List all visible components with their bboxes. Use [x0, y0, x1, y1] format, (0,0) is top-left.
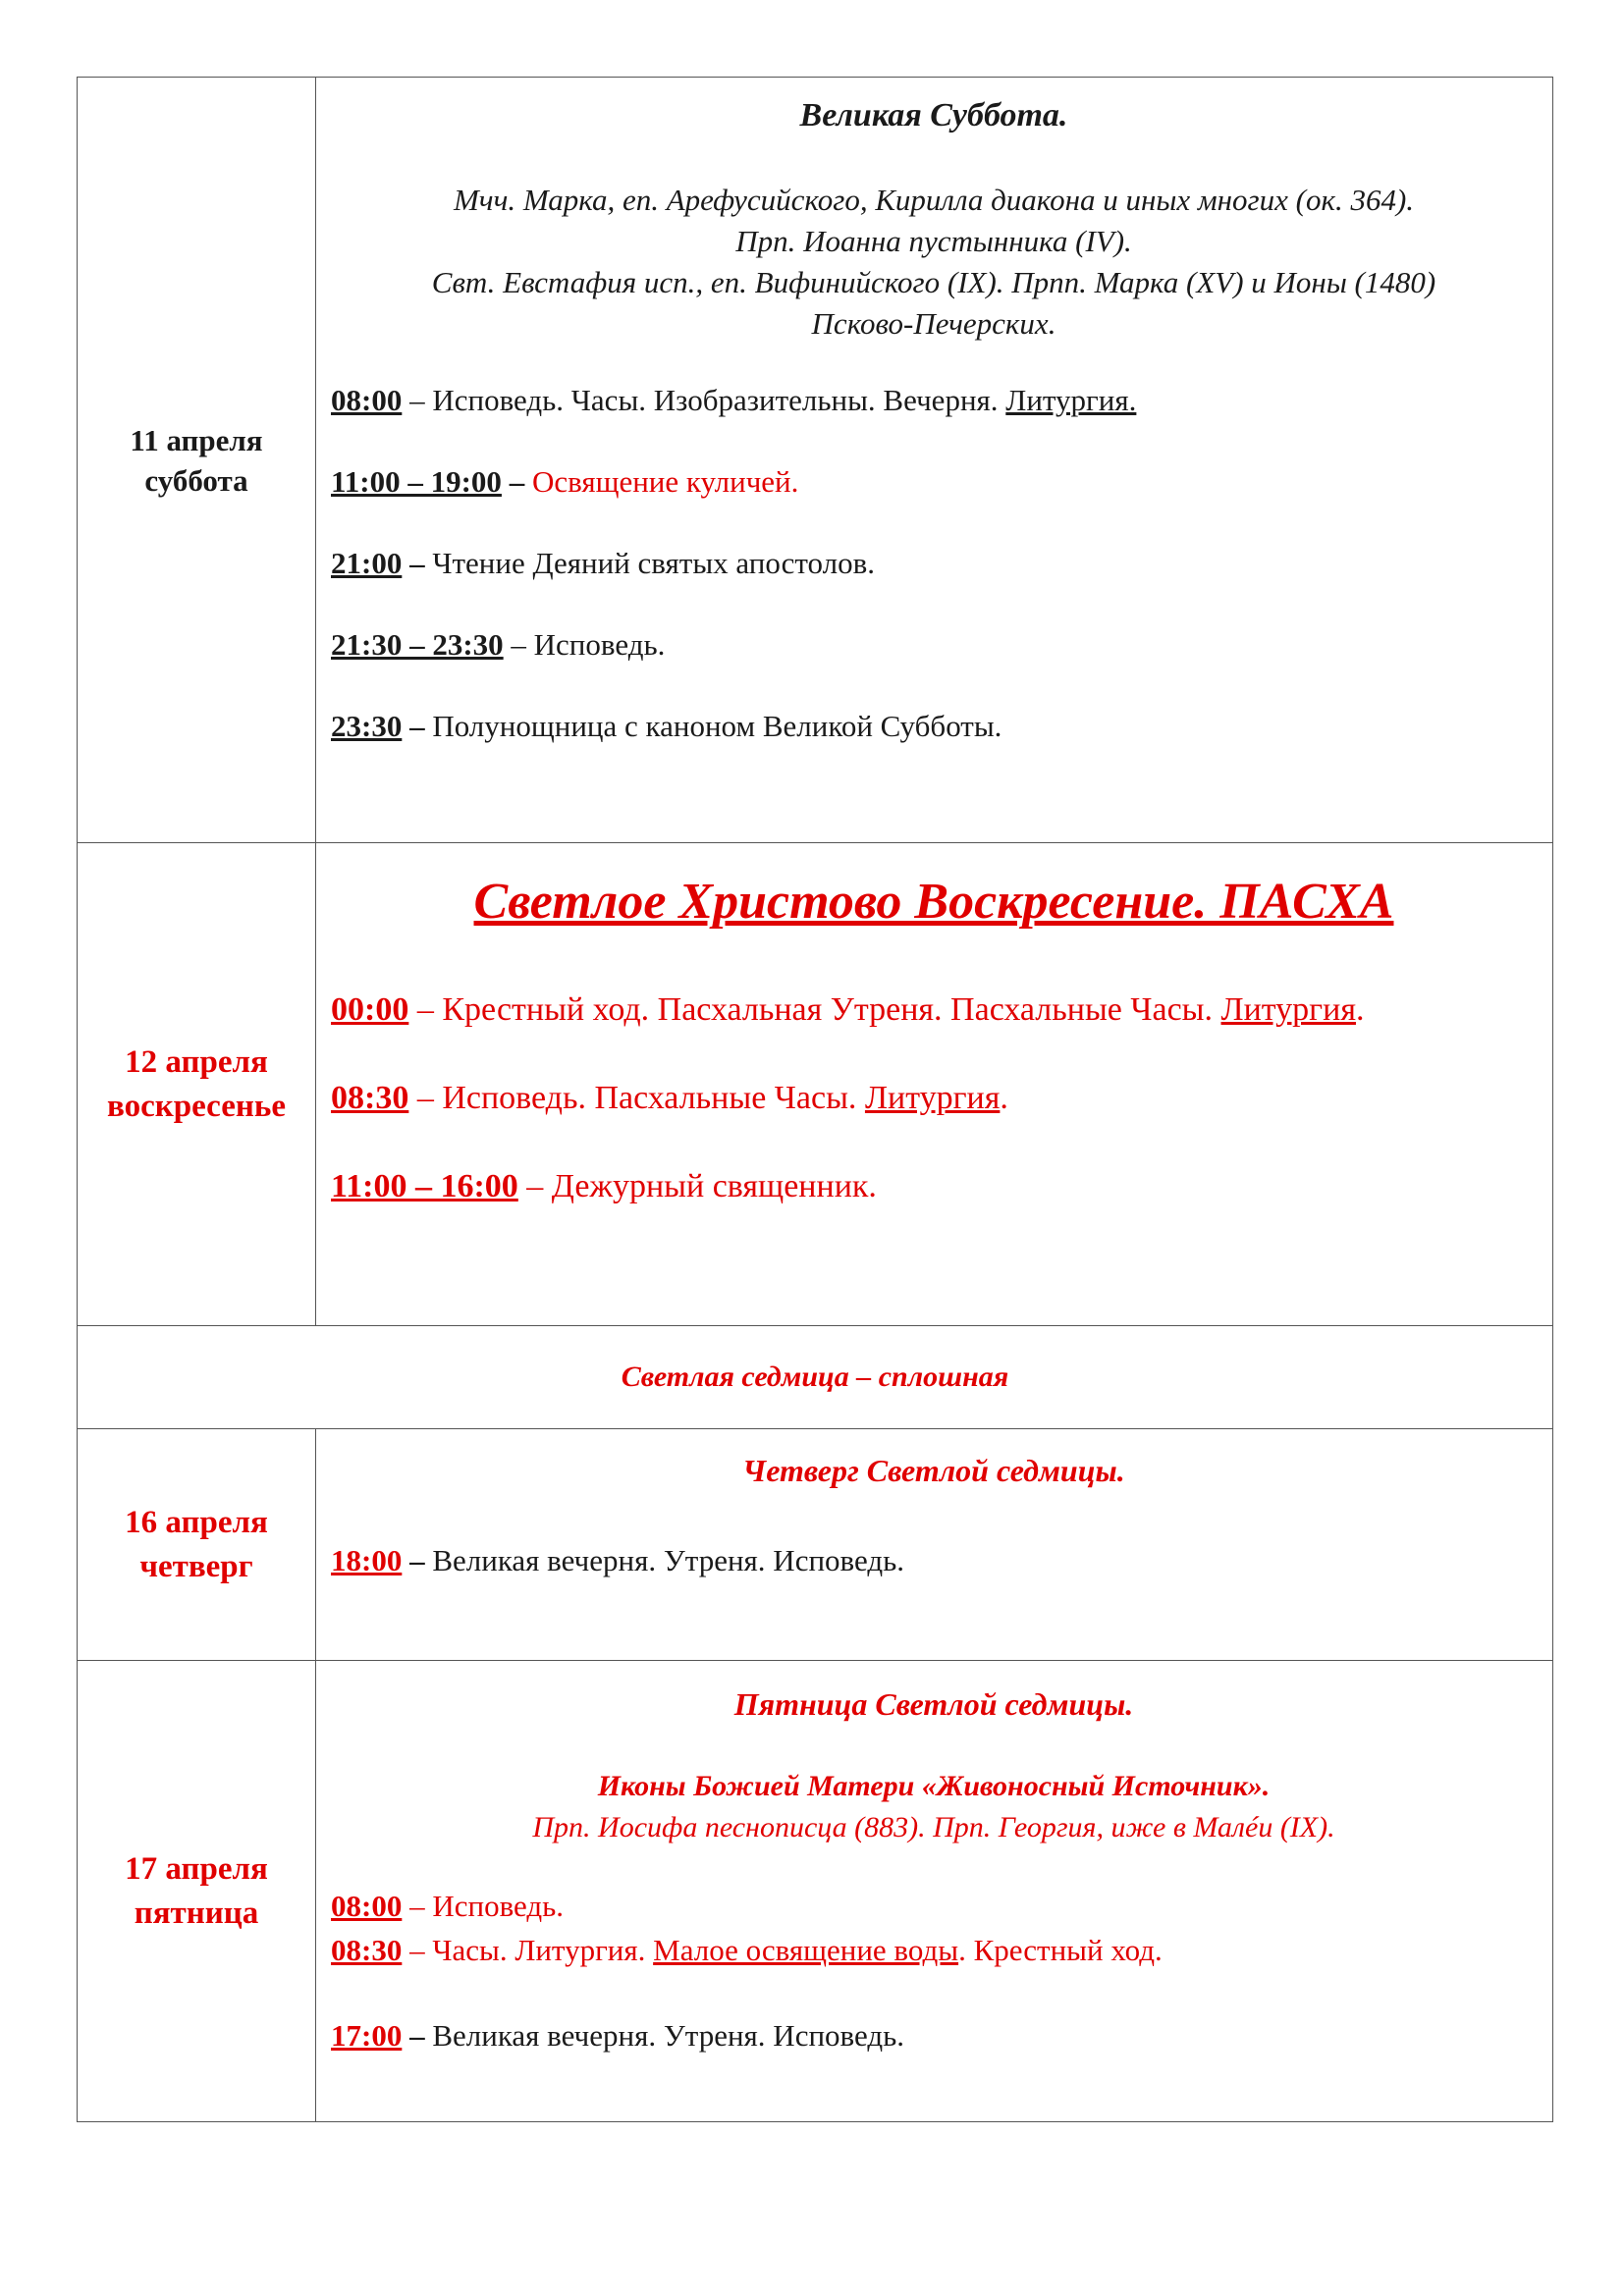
service-time: 11:00 – 16:00: [331, 1168, 518, 1204]
service-text: Крестный ход. Пасхальная Утреня. Пасхальные Часы.: [442, 991, 1214, 1028]
service-text: Освящение куличей.: [531, 464, 799, 499]
date-cell: [78, 1429, 316, 1661]
service-dash: –: [526, 1168, 544, 1204]
service-dash: –: [416, 991, 434, 1028]
date-cell: [78, 1661, 316, 2122]
date-cell: [78, 78, 316, 843]
service-text: Исповедь. Пасхальные Часы.: [442, 1080, 857, 1116]
service-item: [331, 1076, 1537, 1121]
schedule-row: [78, 1326, 1553, 1429]
service-tail: .: [1355, 991, 1365, 1028]
liturgy-link: Литургия.: [1005, 383, 1137, 417]
service-text: Исповедь.: [533, 627, 666, 662]
services-cell: [316, 1661, 1553, 2122]
schedule-row: [78, 1661, 1553, 2122]
schedule-table: [77, 77, 1553, 2122]
service-time: 08:00: [331, 383, 403, 417]
service-text: Исповедь. Часы. Изобразительны. Вечерня.: [432, 383, 999, 417]
date-cell: [78, 843, 316, 1326]
day-title: Великая Суббота.: [799, 97, 1068, 133]
saint-line: Свт. Евстафия исп., еп. Вифинийского (IX). Прпп. Марка (XV) и Ионы (1480): [431, 265, 1436, 299]
service-dash: –: [409, 709, 425, 743]
weekday-label: четверг: [139, 1548, 253, 1584]
services-cell: [316, 78, 1553, 843]
service-text: Чтение Деяний святых апостолов.: [432, 546, 875, 580]
service-tail: .: [1000, 1080, 1008, 1116]
service-time: 08:30: [331, 1080, 409, 1116]
service-text: Великая вечерня. Утреня. Исповедь.: [432, 2018, 905, 2053]
service-text: Полунощница с каноном Великой Субботы.: [432, 709, 1002, 743]
service-text: Великая вечерня. Утреня. Исповедь.: [432, 1543, 905, 1577]
service-item: [331, 1884, 1537, 1928]
service-tail: . Крестный ход.: [958, 1933, 1163, 1967]
service-dash: –: [509, 464, 525, 499]
date-label: 17 апреля: [125, 1850, 268, 1887]
saint-line: Прп. Иоанна пустынника (IV).: [735, 224, 1132, 258]
service-item: [331, 380, 1537, 421]
service-item: [331, 1928, 1537, 1972]
weekday-label: суббота: [144, 462, 248, 498]
water-blessing-link: Малое освящение воды: [653, 1933, 959, 1967]
liturgy-link: Литургия: [864, 1080, 1001, 1116]
service-item: [331, 461, 1537, 503]
feast-commemoration: [331, 1766, 1537, 1848]
service-item: [331, 1540, 1537, 1581]
service-time: 21:30 – 23:30: [331, 627, 504, 662]
service-dash: –: [409, 2018, 425, 2053]
day-title: Пятница Светлой седмицы.: [733, 1686, 1134, 1722]
date-label: 12 апреля: [125, 1043, 268, 1080]
service-item: [331, 988, 1537, 1033]
liturgy-link: Литургия: [1220, 991, 1356, 1028]
service-dash: –: [409, 546, 425, 580]
pascha-title: Светлое Христово Воскресение. ПАСХА: [473, 874, 1394, 930]
service-time: 21:00: [331, 546, 403, 580]
feast-other: Прп. Иосифа песнописца (883). Прп. Георгия, иже в Малéи (IX).: [532, 1811, 1335, 1843]
service-time: 23:30: [331, 709, 403, 743]
saint-line: Псково-Печерских.: [811, 306, 1056, 341]
saints-commemoration: [331, 180, 1537, 345]
service-time: 08:30: [331, 1933, 403, 1967]
service-time: 08:00: [331, 1889, 403, 1923]
service-item: [331, 2013, 1537, 2057]
service-dash: –: [511, 627, 526, 662]
date-label: 11 апреля: [130, 422, 263, 457]
schedule-row: [78, 843, 1553, 1326]
service-item: [331, 624, 1537, 666]
saint-line: Мчч. Марка, еп. Арефусийского, Кирилла диакона и иных многих (ок. 364).: [453, 183, 1415, 217]
service-dash: –: [409, 1933, 425, 1967]
service-time: 00:00: [331, 991, 409, 1028]
service-time: 11:00 – 19:00: [331, 464, 502, 499]
service-item: [331, 706, 1537, 747]
service-text: Часы. Литургия.: [432, 1933, 646, 1967]
service-dash: –: [409, 1889, 425, 1923]
service-time: 18:00: [331, 1543, 403, 1577]
service-text: Исповедь.: [432, 1889, 565, 1923]
week-heading: Светлая седмица – сплошная: [78, 1326, 1553, 1429]
schedule-row: [78, 1429, 1553, 1661]
service-time: 17:00: [331, 2018, 403, 2053]
service-dash: –: [416, 1080, 434, 1116]
schedule-row: [78, 78, 1553, 843]
services-cell: [316, 843, 1553, 1326]
service-item: [331, 1164, 1537, 1209]
day-title: Четверг Светлой седмицы.: [742, 1453, 1125, 1488]
service-item: [331, 543, 1537, 584]
service-dash: –: [409, 383, 425, 417]
weekday-label: воскресенье: [107, 1088, 286, 1124]
date-label: 16 апреля: [125, 1504, 268, 1540]
service-dash: –: [409, 1543, 425, 1577]
weekday-label: пятница: [134, 1895, 259, 1931]
feast-main: Иконы Божией Матери «Живоносный Источник».: [597, 1770, 1271, 1802]
service-text: Дежурный священник.: [551, 1168, 877, 1204]
services-cell: [316, 1429, 1553, 1661]
